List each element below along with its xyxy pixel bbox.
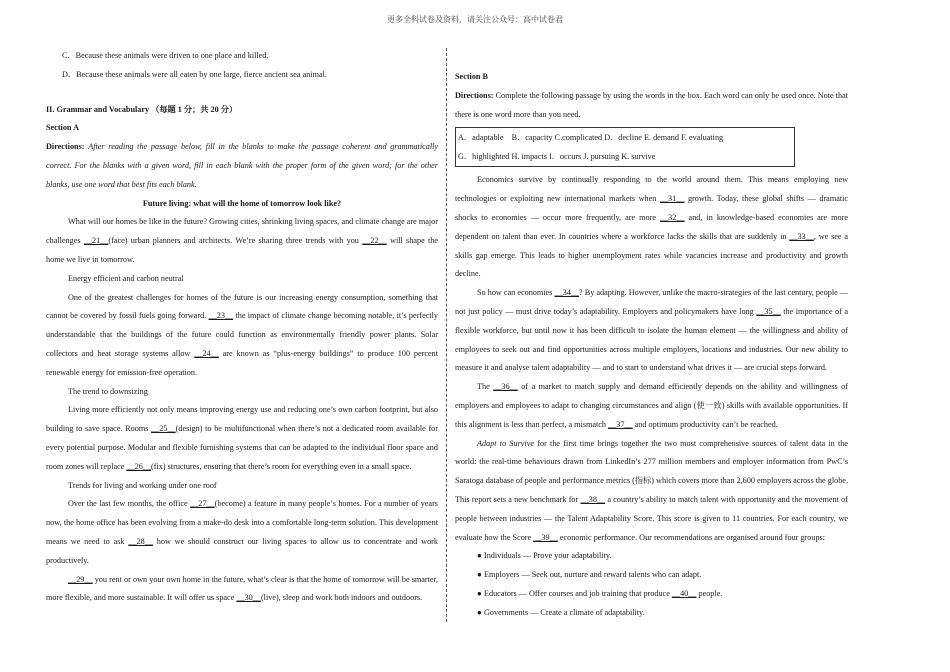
blank-25[interactable]: __25__ (151, 424, 176, 434)
word-box-line-1: A．adaptable B．capacity C.complicated D．decline E. demand F. evaluating (458, 133, 724, 143)
blank-31[interactable]: __31__ (659, 194, 685, 204)
subheading-living-working: Trends for living and working under one roof (68, 480, 217, 490)
bullet-educators: ● Educators — Offer courses and job training that produce __40__ people. (477, 588, 723, 598)
paragraph-4: Over the last few months, the office __27__(become) a feature in many people’s homes. For a number of years now, the home office has been evolving from a make-do desk into a comfortable long-term solution. This development means we need to ask __28__ how we should construct our living spaces to allow us to concentrate and work productively. (46, 499, 439, 565)
blank-21[interactable]: __21__ (83, 236, 109, 246)
column-divider (446, 48, 447, 622)
option-c: C．Because these animals were driven to one place and killed. (62, 51, 269, 60)
section-heading: II. Grammar and Vocabulary （每题 1 分；共 20 分） (46, 104, 238, 114)
section-b-directions (455, 87, 848, 125)
passage-title: Future living: what will the home of tomorrow look like? (142, 198, 342, 208)
blank-35[interactable]: __35__ (756, 306, 781, 316)
blank-37[interactable]: __37__ (608, 419, 633, 429)
blank-30[interactable]: __30__ (236, 593, 261, 603)
directions-text: After reading the passage below, fill in the blanks to make the passage coherent and grammatically correct. For the blanks with a given word, fill in each blank with the proper form of the given word; for the other blanks, use one word that best fits each blank. (46, 142, 439, 189)
section-b-label: Section B (455, 72, 488, 81)
paragraph-2: One of the greatest challenges for homes of the future is our increasing energy consumption, something that cannot be covered by fossil fuels going forward. __23__ the impact of climate change becoming notable, it’s perfectly understandable that the buildings of the future could function as environmentally friendly power plants. Solar collectors and heat storage systems allow __24__ are known as “plus-energy buildings” to produce 100 percent renewable energy for emission-free operation. (46, 292, 439, 377)
word-box-line-2: G．highlighted H. impacts I．occurs J. pursuing K. survive (458, 152, 656, 162)
spacer (46, 85, 438, 101)
right-column (455, 68, 848, 623)
bullet-employers: ● Employers — Seek out, nurture and reward talents who can adapt. (477, 570, 702, 580)
word-box (455, 127, 795, 167)
blank-24[interactable]: __24__ (194, 348, 219, 358)
bullet-governments: ● Governments — Create a climate of adaptability. (477, 607, 645, 617)
blank-39[interactable]: __39__ (533, 532, 558, 542)
paragraph-3: Living more efficiently not only means improving energy use and reducing one’s own carbon footprint, but also building to save space. Rooms __25__(design) to be multifunctional when there’s not a dedicated room available for every potential purpose. Modular and flexible furnishing systems that can be adapted to the individual floor space and room zones will replace __26__(fix) structures, ensuring that there’s room for everything even in a small space. (46, 405, 438, 471)
paragraph-1: What will our homes be like in the future? Growing cities, shrinking living spaces, and climate change are major challenges __21__(face) urban planners and architects. We’re sharing three trends with you __22__ will shape the home we live in tomorrow. (46, 217, 438, 264)
directions-label: Directions: (455, 90, 494, 100)
left-column (46, 47, 438, 608)
blank-34[interactable]: __34__ (554, 288, 580, 298)
blank-27[interactable]: __27__ (190, 499, 215, 509)
directions-text: Complete the following passage by using the words in the box. Each word can only be used once. Note that there is one word more than you need. (455, 90, 848, 119)
blank-29[interactable]: __29__ (68, 574, 93, 584)
blank-40[interactable]: __40__ (671, 588, 697, 598)
blank-38[interactable]: __38__ (580, 494, 606, 504)
paragraph-1: Economics survive by continually responding to the world around them. This means employing new technologies or exploiting new international markets when __31__ growth. Today, these global shifts — dramatic shocks to economies — occur more frequently, are more __32__ and, in knowledge-based economies are more dependent on talent than ever. In countries where a workforce lacks the skills that are suddenly in __33__, we see a skills gap emerge. This leads to higher unemployment rates while vacancies increase and productivity and growth decline. (455, 175, 849, 279)
blank-33[interactable]: __33__ (789, 231, 814, 241)
option-d: D．Because these animals were all eaten by one large, fierce ancient sea animal. (62, 69, 327, 79)
paragraph-3: The __36__ of a market to match supply and demand efficiently depends on the ability and willingness of employers and employees to adapt to changing circumstances and align (使一致) skills with available opportunities. If this alignment is less than perfect, a mismatch __37__ and optimum productivity can’t be reached. (455, 382, 848, 429)
section-a-directions (46, 138, 438, 194)
paragraph-4: Adapt to Survive for the first time brings together the two most comprehensive sources of talent data in the world: the real-time behaviours drawn from LinkedIn’s 277 million members and employer information from PwC’s Saratoga database of people and performance metrics (指标) which covers more than 2,600 employers across the globe. This report sets a new benchmark for __38__ a country’s ability to match talent with opportunity and the movement of people between industries — the Talent Adaptability Score. This score is given to 11 countries. For each country, we evaluate how the Score __39__ economic performance. Our recommendations are organised around four groups: (455, 438, 849, 542)
directions-label: Directions: (46, 142, 85, 152)
blank-22[interactable]: __22__ (362, 236, 387, 246)
bullet-individuals: ● Individuals — Prove your adaptability. (477, 551, 612, 561)
report-title: Adapt to Survive (477, 438, 534, 448)
subheading-energy: Energy efficient and carbon neutral (68, 273, 184, 283)
blank-32[interactable]: __32__ (659, 212, 685, 222)
paragraph-5: __29__ you rent or own your own home in the future, what’s clear is that the home of tomorrow will be smarter, more flexible, and more sustainable. It will offer us space __30__(live), sleep and work both indoors and outdoors. (46, 574, 438, 603)
blank-26[interactable]: __26__ (126, 461, 152, 471)
blank-28[interactable]: __28__ (128, 536, 153, 546)
subheading-downsizing: The trend to downsizing (68, 386, 148, 396)
section-a-label: Section A (46, 123, 79, 133)
paragraph-2: So how can economies __34__? By adapting. However, unlike the macro-strategies of the last century, people — not just policy — must drive today’s adaptability. Employers and policymakers have long __35__ the importance of a flexible workforce, but until now it has been difficult to isolate the human element — the willingness and ability of employees to seek out and find opportunities across multiple employers, locations and industries. Our new ability to measure it and analyse talent adaptability — and to start to understand what drives it — are crucial steps forward. (455, 288, 848, 373)
page-header: 更多全科试卷及资料，请关注公众号：高中试卷君 (387, 15, 563, 24)
blank-36[interactable]: __36__ (493, 382, 518, 392)
blank-23[interactable]: __23__ (208, 311, 234, 321)
